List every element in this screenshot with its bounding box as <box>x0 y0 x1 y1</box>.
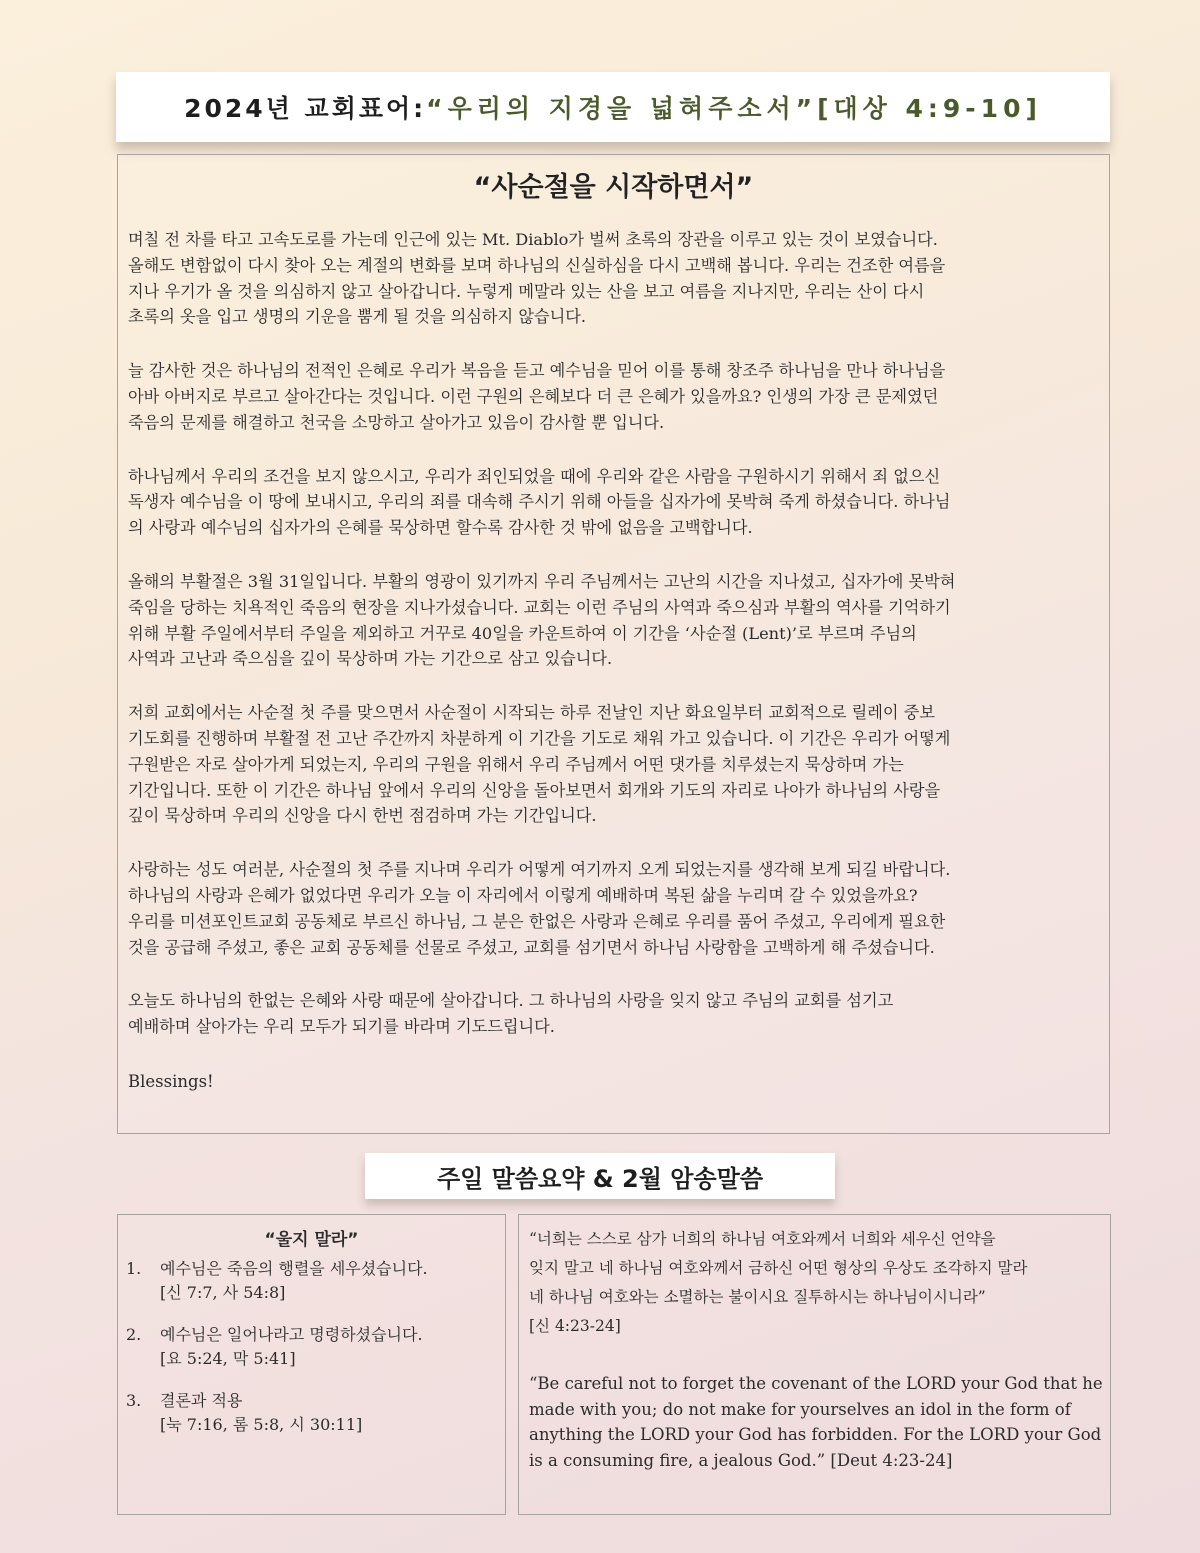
section-title-banner <box>365 1153 835 1199</box>
paragraph-line: 우리를 미션포인트교회 공동체로 부르신 하나님, 그 분은 한없은 사랑과 은혜로 우리를 품어 주셨고, 우리에게 필요한 <box>128 911 946 931</box>
paragraph-line: 사역과 고난과 죽으심을 깊이 묵상하며 가는 기간으로 삼고 있습니다. <box>128 649 613 669</box>
paragraph-line: 독생자 예수님을 이 땅에 보내시고, 우리의 죄를 대속해 주시기 위해 아들을 십자가에 못박혀 죽게 하셨습니다. 하나님 <box>128 492 951 512</box>
paragraph-line: 예배하며 살아가는 우리 모두가 되기를 바라며 기도드립니다. <box>128 1017 555 1037</box>
pastor-letter-box <box>117 154 1110 1134</box>
memory-verse-english <box>529 1371 1103 1473</box>
point-reference: [요 5:24, 막 5:41] <box>160 1349 296 1368</box>
verse-english-line: made with you; do not make for yourselves an idol in the form of <box>529 1399 1071 1419</box>
paragraph-line: 위해 부활 주일에서부터 주일을 제외하고 거꾸로 40일을 카운트하여 이 기간을 ‘사순절 (Lent)’로 부르며 주님의 <box>128 623 917 643</box>
paragraph-line: 늘 감사한 것은 하나님의 전적인 은혜로 우리가 복음을 듣고 예수님을 믿어 이를 통해 창조주 하나님을 만나 하나님을 <box>128 361 946 381</box>
sermon-title: “울지 말라” <box>264 1230 359 1250</box>
article-paragraph <box>128 227 1103 330</box>
paragraph-line: 깊이 묵상하며 우리의 신앙을 다시 한번 점검하며 가는 기간입니다. <box>128 806 597 826</box>
point-reference: [눅 7:16, 롬 5:8, 시 30:11] <box>160 1415 363 1434</box>
paragraph-line: 구원받은 자로 살아가게 되었는지, 우리의 구원을 위해서 우리 주님께서 어떤 댓가를 치루셨는지 묵상하며 가는 <box>128 754 904 774</box>
point-number: 3. <box>126 1391 142 1410</box>
point-reference: [신 7:7, 사 54:8] <box>160 1283 286 1302</box>
paragraph-line: 며칠 전 차를 타고 고속도로를 가는데 인근에 있는 Mt. Diablo가 벌써 초록의 장관을 이루고 있는 것이 보였습니다. <box>128 230 938 249</box>
verse-korean-line: “너희는 스스로 삼가 너희의 하나님 여호와께서 너희와 세우신 언약을 <box>529 1230 996 1248</box>
sermon-points <box>126 1257 496 1455</box>
paragraph-line: 것을 공급해 주셨고, 좋은 교회 공동체를 선물로 주셨고, 교회를 섬기면서 하나님 사랑함을 고백하게 해 주셨습니다. <box>128 937 935 957</box>
verse-english-line: anything the LORD your God has forbidden. For the LORD your God <box>529 1425 1102 1444</box>
article-paragraph <box>128 569 1103 672</box>
article-paragraph <box>128 988 1103 1040</box>
paragraph-line: 기간입니다. 또한 이 기간은 하나님 앞에서 우리의 신앙을 돌아보면서 회개와 기도의 자리로 나아가 하나님의 사랑을 <box>128 780 941 800</box>
paragraph-line: 사랑하는 성도 여러분, 사순절의 첫 주를 지나며 우리가 어떻게 여기까지 오게 되었는지를 생각해 보게 되길 바랍니다. <box>128 860 951 880</box>
section-title: 주일 말씀요약 & 2월 암송말씀 <box>436 1164 764 1193</box>
sermon-point <box>126 1389 496 1437</box>
point-content <box>160 1389 362 1437</box>
verse-korean-line: [신 4:23-24] <box>529 1317 621 1335</box>
sermon-summary-box <box>117 1214 506 1515</box>
paragraph-line: 하나님께서 우리의 조건을 보지 않으시고, 우리가 죄인되었을 때에 우리와 같은 사람을 구원하시기 위해서 죄 없으신 <box>128 466 941 486</box>
point-content <box>160 1257 428 1305</box>
article-paragraph <box>128 857 1103 960</box>
motto-reference: [대상 4:9-10] <box>817 94 1042 123</box>
verse-korean-line: 네 하나님 여호와는 소멸하는 불이시요 질투하시는 하나님이시니라” <box>529 1288 986 1306</box>
point-text: 예수님은 일어나라고 명령하셨습니다. <box>160 1325 423 1344</box>
verse-english-line: “Be careful not to forget the covenant of the LORD your God that he <box>529 1374 1103 1393</box>
article-paragraph <box>128 700 1103 829</box>
paragraph-line: 의 사랑과 예수님의 십자가의 은혜를 묵상하면 할수록 감사한 것 밖에 없음을 고백합니다. <box>128 518 753 538</box>
closing-text: Blessings! <box>128 1072 214 1091</box>
paragraph-line: 올해도 변함없이 다시 찾아 오는 계절의 변화를 보며 하나님의 신실하심을 다시 고백해 봅니다. 우리는 건조한 여름을 <box>128 255 946 275</box>
paragraph-line: 죽음의 문제를 해결하고 천국을 소망하고 살아가고 있음이 감사할 뿐 입니다. <box>128 412 665 432</box>
memory-verse-box <box>518 1214 1111 1515</box>
paragraph-line: 아바 아버지로 부르고 살아간다는 것입니다. 이런 구원의 은혜보다 더 큰 은혜가 있을까요? 인생의 가장 큰 문제였던 <box>128 386 939 406</box>
paragraph-line: 올해의 부활절은 3월 31일입니다. 부활의 영광이 있기까지 우리 주님께서는 고난의 시간을 지나셨고, 십자가에 못박혀 <box>128 571 956 591</box>
church-motto-banner <box>116 72 1110 142</box>
article-paragraph <box>128 358 1103 435</box>
sermon-point <box>126 1257 496 1305</box>
motto-text: “우리의 지경을 넓혀주소서” <box>426 94 818 123</box>
verse-korean-line: 잊지 말고 네 하나님 여호와께서 금하신 어떤 형상의 우상도 조각하지 말라 <box>529 1259 1028 1277</box>
article-paragraph <box>128 464 1103 541</box>
verse-english-line: is a consuming fire, a jealous God.” [Deut 4:23-24] <box>529 1450 953 1470</box>
point-text: 결론과 적용 <box>160 1391 243 1410</box>
point-number: 1. <box>126 1259 142 1278</box>
paragraph-line: 초록의 옷을 입고 생명의 기운을 뿜게 될 것을 의심하지 않습니다. <box>128 307 587 327</box>
sermon-point <box>126 1323 496 1371</box>
paragraph-line: 죽임을 당하는 치욕적인 죽음의 현장을 지나가셨습니다. 교회는 이런 주님의 사역과 죽으심과 부활의 역사를 기억하기 <box>128 597 951 617</box>
paragraph-line: 지나 우기가 올 것을 의심하지 않고 살아갑니다. 누렇게 메말라 있는 산을 보고 여름을 지나지만, 우리는 산이 다시 <box>128 281 925 301</box>
motto-prefix: 2024년 교회표어: <box>184 94 427 123</box>
paragraph-line: 저희 교회에서는 사순절 첫 주를 맞으면서 사순절이 시작되는 하루 전날인 지난 화요일부터 교회적으로 릴레이 중보 <box>128 703 935 723</box>
point-number: 2. <box>126 1325 142 1344</box>
point-content <box>160 1323 423 1371</box>
paragraph-line: 하나님의 사랑과 은혜가 없었다면 우리가 오늘 이 자리에서 이렇게 예배하며 복된 삶을 누리며 갈 수 있었을까요? <box>128 885 918 905</box>
paragraph-line: 오늘도 하나님의 한없는 은혜와 사랑 때문에 살아갑니다. 그 하나님의 사랑을 잊지 않고 주님의 교회를 섬기고 <box>128 991 894 1011</box>
article-title: “사순절을 시작하면서” <box>473 172 754 203</box>
paragraph-line: 기도회를 진행하며 부활절 전 고난 주간까지 차분하게 이 기간을 기도로 채워 가고 있습니다. 이 기간은 우리가 어떻게 <box>128 728 951 748</box>
point-text: 예수님은 죽음의 행렬을 세우셨습니다. <box>160 1259 428 1278</box>
memory-verse-korean <box>529 1225 1099 1341</box>
article-body <box>128 227 1103 1068</box>
